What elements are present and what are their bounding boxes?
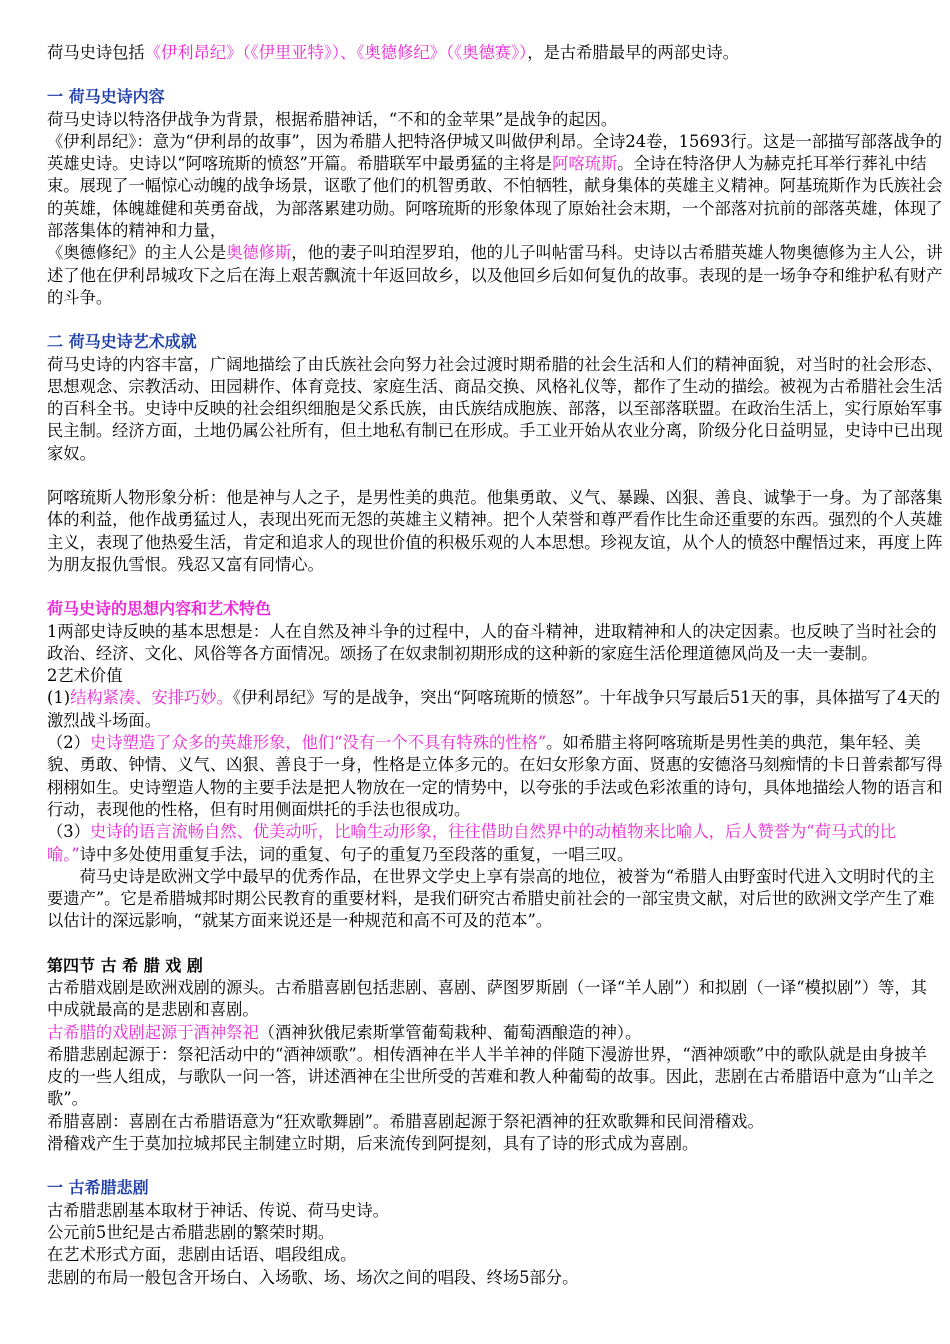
paragraph: 荷马史诗以特洛伊战争为背景，根据希腊神话，“不和的金苹果”是战争的起因。 xyxy=(47,109,618,129)
intro-text: 荷马史诗包括 xyxy=(47,43,145,62)
paragraph: 古希腊悲剧基本取材于神话、传说、荷马史诗。 xyxy=(47,1200,389,1220)
paragraph: 希腊喜剧：喜剧在古希腊语意为“狂欢歌舞剧”。希腊喜剧起源于祭祀酒神的狂欢歌舞和民间滑稽戏。 xyxy=(47,1111,764,1131)
section-heading-art-achievement: 二 荷马史诗艺术成就 xyxy=(47,332,197,352)
paragraph-achilles-analysis: 阿喀琉斯人物形象分析：他是神与人之子，是男性美的典范。他集勇敢、义气、暴躁、凶狠、善良、诚挚于一身。为了部落集体的利益，他作战勇猛过人，表现出死而无怨的英雄主义精神。把个人荣誉和尊严看作比生命还重要的东西。强烈的个人英雄主义，表现了他热爱生活，肯定和追求人的现世价值的积极乐观的人本思想。珍视友谊，从个人的愤怒中醒悟过来，再度上阵为朋友报仇雪恨。残忍又富有同情心。 xyxy=(47,488,943,574)
paragraph: 2艺术价值 xyxy=(47,666,123,686)
section-heading-epic-content: 一 荷马史诗内容 xyxy=(47,87,165,107)
paragraph: 古希腊的戏剧起源于酒神祭祀（酒神狄俄尼索斯掌管葡萄栽种、葡萄酒酿造的神）。 xyxy=(47,1022,642,1042)
paragraph: 公元前5世纪是古希腊悲剧的繁荣时期。 xyxy=(47,1222,335,1242)
list-item: (1)结构紧凑、安排巧妙。《伊利昂纪》写的是战争，突出“阿喀琉斯的愤怒”。十年战争只写最后51天的事，具体描写了4天的激烈战斗场面。 xyxy=(47,688,941,730)
highlight-achilles: 阿喀琉斯 xyxy=(552,154,618,174)
paragraph-odyssey: 《奥德修纪》的主人公是奥德修斯，他的妻子叫珀涅罗珀，他的儿子叫帖雷马科。史诗以古希腊英雄人物奥德修为主人公，讲述了他在伊利昂城攻下之后在海上艰苦飘流十年返回故乡，以及他回乡后如何复仇的故事。表现的是一场争夺和维护私有财产的斗争。 xyxy=(47,243,943,307)
intro-text-end: ，是古希腊最早的两部史诗。 xyxy=(527,43,739,62)
section-heading-ideas-art: 荷马史诗的思想内容和艺术特色 xyxy=(47,599,272,619)
section-heading-greek-drama: 第四节 古 希 腊 戏 剧 xyxy=(47,955,203,975)
list-item: （3）史诗的语言流畅自然、优美动听，比喻生动形象，往往借助自然界中的动植物来比喻人，后人赞誉为“荷马式的比喻。”诗中多处使用重复手法，词的重复、句子的重复乃至段落的重复，一唱三叹。 xyxy=(47,822,897,864)
intro-paragraph xyxy=(47,42,943,64)
paragraph: 希腊悲剧起源于：祭祀活动中的“酒神颂歌”。相传酒神在半人半羊神的伴随下漫游世界，“酒神颂歌”中的歌队就是由身披羊皮的一些人组成，与歌队一问一答，讲述酒神在尘世所受的苦难和教人种葡萄的故事。因此，悲剧在古希腊语中意为“山羊之歌”。 xyxy=(47,1044,935,1109)
section-heading-greek-tragedy: 一 古希腊悲剧 xyxy=(47,1178,149,1198)
highlight-odysseus: 奥德修斯 xyxy=(226,243,292,263)
list-item: （2）史诗塑造了众多的英雄形象，他们“没有一个不具有特殊的性格”。如希腊主将阿喀琉斯是男性美的典范，集年轻、美貌、勇敢、钟情、义气、凶狠、善良于一身，性格是立体多元的。在妇女形象方面、贤惠的安德洛马刻痴情的卡日普索都写得栩栩如生。史诗塑造人物的主要手法是把人物放在一定的情势中，以夸张的手法或色彩浓重的诗句，具体地描绘人物的语言和行动，表现他的性格，但有时用侧面烘托的手法也很成功。 xyxy=(47,733,943,819)
document-page xyxy=(47,42,943,1289)
paragraph: 1两部史诗反映的基本思想是：人在自然及神斗争的过程中，人的奋斗精神，进取精神和人的决定因素。也反映了当时社会的政治、经济、文化、风俗等各方面情况。颂扬了在奴隶制初期形成的这种新的家庭生活伦理道德风尚及一夫一妻制。 xyxy=(47,621,937,663)
paragraph: 荷马史诗是欧洲文学中最早的优秀作品，在世界文学史上享有崇高的地位，被誉为“希腊人由野蛮时代进入文明时代的主要遗产”。它是希腊城邦时期公民教育的重要材料，是我们研究古希腊史前社会的一部宝贵文献，对后世的欧洲文学产生了难以估计的深远影响，“就某方面来说还是一种规范和高不可及的范本”。 xyxy=(47,866,935,931)
intro-highlight: 《伊利昂纪》（《伊里亚特》）、《奥德修纪》（《奥德赛》） xyxy=(144,43,528,62)
paragraph: 在艺术形式方面，悲剧由话语、唱段组成。 xyxy=(47,1245,357,1265)
paragraph: 滑稽戏产生于莫加拉城邦民主制建立时期，后来流传到阿提刻，具有了诗的形式成为喜剧。 xyxy=(47,1134,699,1154)
paragraph: 古希腊戏剧是欧洲戏剧的源头。古希腊喜剧包括悲剧、喜剧、萨图罗斯剧（一译“羊人剧”）和拟剧（一译“模拟剧”）等，其中成就最高的是悲剧和喜剧。 xyxy=(47,977,927,1020)
paragraph-iliad: 《伊利昂纪》：意为“伊利昂的故事”，因为希腊人把特洛伊城又叫做伊利昂。全诗24卷，15693行。这是一部描写部落战争的英雄史诗。史诗以“阿喀琉斯的愤怒”开篇。希腊联军中最勇猛的主将是阿喀琉斯。全诗在特洛伊人为赫克托耳举行葬礼中结束。展现了一幅惊心动魄的战争场景，讴歌了他们的机智勇敢、不怕牺牲，献身集体的英雄主义精神。阿基琉斯作为氏族社会的英雄，体魄雄健和英勇奋战，为部落累建功勋。阿喀琉斯的形象体现了原始社会末期，一个部落对抗前的部落英雄，体现了部落集体的精神和力量， xyxy=(47,131,943,241)
paragraph: 悲剧的布局一般包含开场白、入场歌、场、场次之间的唱段、终场5部分。 xyxy=(47,1267,579,1287)
paragraph: 荷马史诗的内容丰富，广阔地描绘了由氏族社会向努力社会过渡时期希腊的社会生活和人们的精神面貌，对当时的社会形态、思想观念、宗教活动、田园耕作、体育竞技、家庭生活、商品交换、风格礼仪等，都作了生动的描绘。被视为古希腊社会生活的百科全书。史诗中反映的社会组织细胞是父系氏族，由氏族结成胞族、部落，以至部落联盟。在政治生活上，实行原始军事民主制。经济方面，土地仍属公社所有，但土地私有制已在形成。手工业开始从农业分离，阶级分化日益明显，史诗中已出现家奴。 xyxy=(47,354,943,463)
